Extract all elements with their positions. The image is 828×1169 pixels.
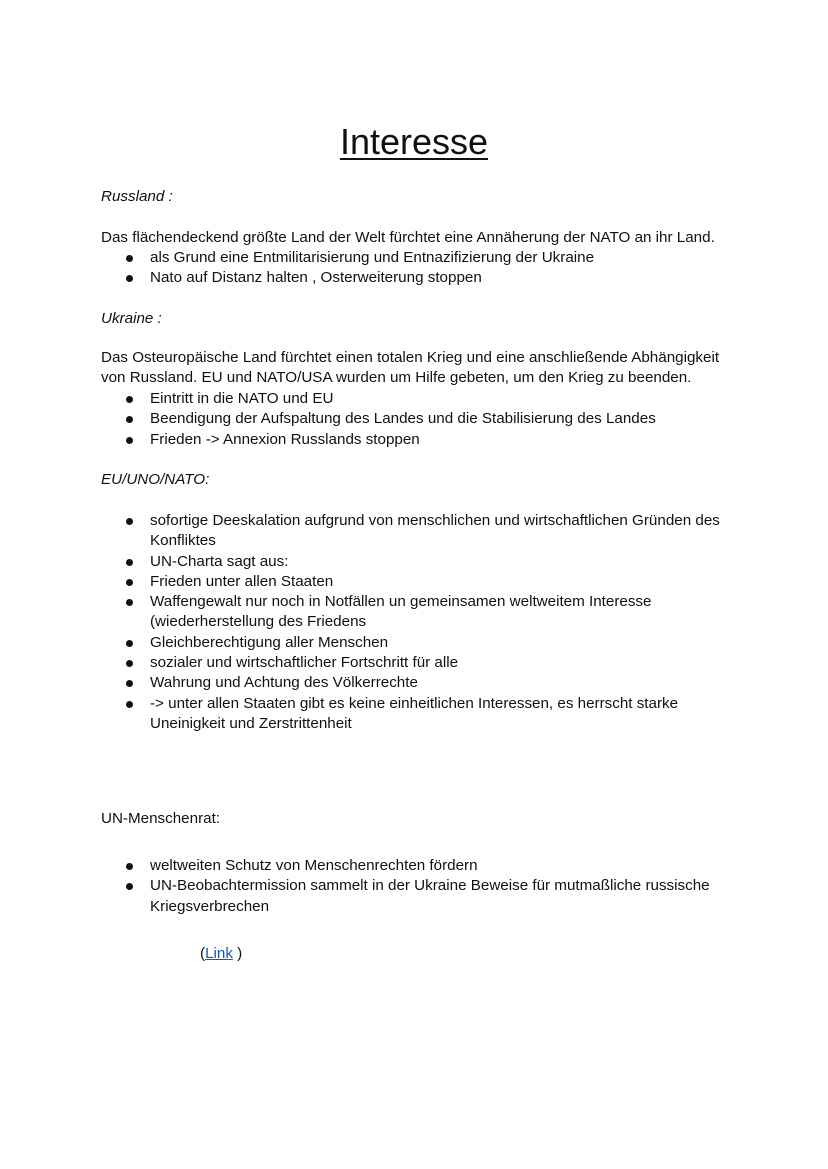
- list-item-text: Nato auf Distanz halten , Osterweiterung stoppen: [150, 269, 482, 287]
- list-item-text: sozialer und wirtschaftlicher Fortschritt für alle: [150, 654, 459, 672]
- list-item: [101, 511, 741, 552]
- list-item: [101, 430, 741, 450]
- link-close-paren: ): [232, 945, 243, 962]
- list-item-text: Waffengewalt nur noch in Notfällen un gemeinsamen weltweitem Interesse (wiederherstellung des Friedens: [150, 593, 652, 631]
- ukraine-intro: Das Osteuropäische Land fürchtet einen totalen Krieg und eine anschließende Abhängigkeit von Russland. EU und NATO/USA wurden um Hilfe gebeten, um den Krieg zu beenden.: [101, 349, 720, 387]
- ukraine-list: [101, 389, 741, 450]
- list-item-text: Beendigung der Aufspaltung des Landes und die Stabilisierung des Landes: [150, 410, 656, 428]
- eu-list: [101, 511, 741, 734]
- list-item: [101, 409, 741, 429]
- russia-heading: Russland :: [101, 188, 173, 205]
- list-item-text: Eintritt in die NATO und EU: [150, 390, 334, 407]
- bullet-icon: [126, 255, 133, 262]
- bullet-icon: [126, 599, 133, 606]
- list-item: [101, 653, 741, 673]
- list-item: [101, 592, 741, 633]
- list-item-text: Wahrung und Achtung des Völkerrechte: [150, 674, 418, 692]
- list-item-text: Frieden -> Annexion Russlands stoppen: [150, 430, 420, 448]
- bullet-icon: [126, 640, 133, 647]
- bullet-icon: [126, 437, 133, 444]
- bullet-icon: [126, 680, 133, 687]
- unhrc-heading: UN-Menschenrat:: [101, 810, 221, 827]
- bullet-icon: [126, 396, 133, 403]
- list-item: [101, 572, 741, 592]
- russia-intro: Das flächendeckend größte Land der Welt fürchtet eine Annäherung der NATO an ihr Land.: [101, 229, 715, 246]
- bullet-icon: [126, 559, 133, 566]
- list-item: [101, 673, 741, 693]
- bullet-icon: [126, 416, 133, 423]
- bullet-icon: [126, 660, 133, 667]
- list-item-text: UN-Beobachtermission sammelt in der Ukraine Beweise für mutmaßliche russische Kriegsverbrechen: [150, 877, 710, 915]
- list-item: [101, 876, 741, 917]
- bullet-icon: [126, 579, 133, 586]
- list-item-text: Gleichberechtigung aller Menschen: [150, 633, 389, 651]
- source-link[interactable]: Link: [205, 945, 233, 962]
- list-item: [101, 694, 741, 735]
- list-item: [101, 856, 741, 876]
- unhrc-list: [101, 856, 741, 917]
- list-item-text: Frieden unter allen Staaten: [150, 572, 334, 590]
- list-item: [101, 248, 741, 268]
- bullet-icon: [126, 883, 133, 890]
- list-item: [101, 268, 741, 288]
- link-open-paren: (: [200, 945, 206, 962]
- bullet-icon: [126, 863, 133, 870]
- page-title: Interesse: [339, 121, 489, 162]
- bullet-icon: [126, 518, 133, 525]
- russia-list: [101, 248, 741, 289]
- bullet-icon: [126, 275, 133, 282]
- link-line: [200, 944, 242, 964]
- list-item: [101, 633, 741, 653]
- bullet-icon: [126, 701, 133, 708]
- list-item-text: als Grund eine Entmilitarisierung und Entnazifizierung der Ukraine: [150, 249, 595, 266]
- list-item: [101, 552, 741, 572]
- list-item-text: weltweiten Schutz von Menschenrechten fördern: [150, 857, 478, 874]
- list-item-text: UN-Charta sagt aus:: [150, 552, 289, 570]
- ukraine-heading: Ukraine :: [101, 310, 162, 327]
- list-item-text: -> unter allen Staaten gibt es keine einheitlichen Interessen, es herrscht starke Uneinigkeit und Zerstrittenheit: [150, 694, 679, 732]
- eu-heading: EU/UNO/NATO:: [101, 471, 210, 488]
- list-item: [101, 389, 741, 409]
- list-item-text: sofortige Deeskalation aufgrund von menschlichen und wirtschaftlichen Gründen des Konfliktes: [150, 512, 720, 550]
